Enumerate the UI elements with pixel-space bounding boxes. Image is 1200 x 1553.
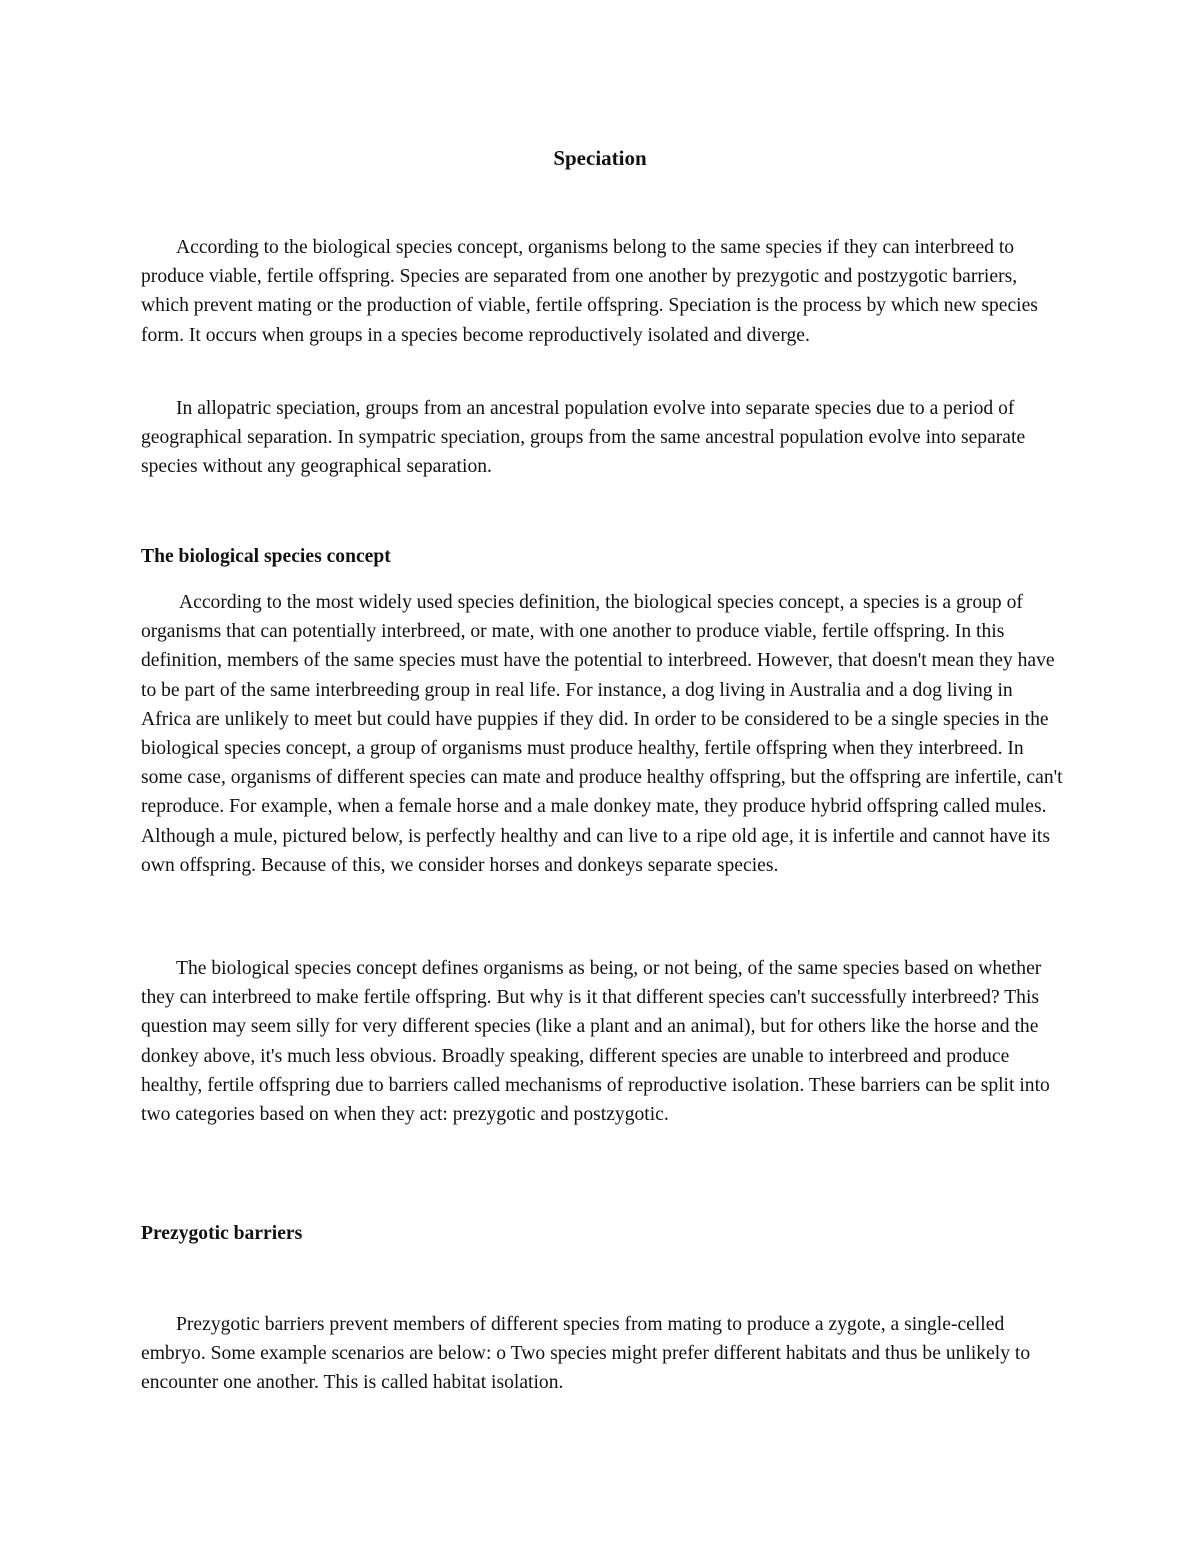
section-heading-prezygotic-barriers: Prezygotic barriers xyxy=(141,1223,303,1244)
intro-paragraph-1: According to the biological species concept, organisms belong to the same species if they can interbreed to produce viable, fertile offspring. Species are separated from one another by prezygotic and postzygotic barriers, which prevent mating or the production of viable, fertile offspring. Speciation is the process by which new species form. It occurs when groups in a species become reproductively isolated and diverge. xyxy=(141,237,1038,346)
intro-paragraph-2: In allopatric speciation, groups from an ancestral population evolve into separate species due to a period of geographical separation. In sympatric speciation, groups from the same ancestral population evolve into separate species without any geographical separation. xyxy=(141,398,1026,478)
section-1-paragraph-1: According to the most widely used species definition, the biological species concept, a species is a group of organisms that can potentially interbreed, or mate, with one another to produce viable, fertile offspring. In this definition, members of the same species must have the potential to interbreed. However, that doesn't mean they have to be part of the same interbreeding group in real life. For instance, a dog living in Australia and a dog living in Africa are unlikely to meet but could have puppies if they did. In order to be considered to be a single species in the biological species concept, a group of organisms must produce healthy, fertile offspring when they interbreed. In some case, organisms of different species can mate and produce healthy offspring, but the offspring are infertile, can't reproduce. For example, when a female horse and a male donkey mate, they produce hybrid offspring called mules. Although a mule, pictured below, is perfectly healthy and can live to a ripe old age, it is infertile and cannot have its own offspring. Because of this, we consider horses and donkeys separate species. xyxy=(141,592,1063,876)
section-heading-biological-species-concept: The biological species concept xyxy=(141,546,391,567)
document-title: Speciation xyxy=(553,146,647,170)
section-1-paragraph-2: The biological species concept defines organisms as being, or not being, of the same species based on whether they can interbreed to make fertile offspring. But why is it that different species can't successfully interbreed? This question may seem silly for very different species (like a plant and an animal), but for others like the horse and the donkey above, it's much less obvious. Broadly speaking, different species are unable to interbreed and produce healthy, fertile offspring due to barriers called mechanisms of reproductive isolation. These barriers can be split into two categories based on when they act: prezygotic and postzygotic. xyxy=(141,958,1050,1126)
section-2-paragraph-1: Prezygotic barriers prevent members of different species from mating to produce a zygote, a single-celled embryo. Some example scenarios are below: o Two species might prefer different habitats and thus be unlikely to encounter one another. This is called habitat isolation. xyxy=(141,1314,1031,1394)
